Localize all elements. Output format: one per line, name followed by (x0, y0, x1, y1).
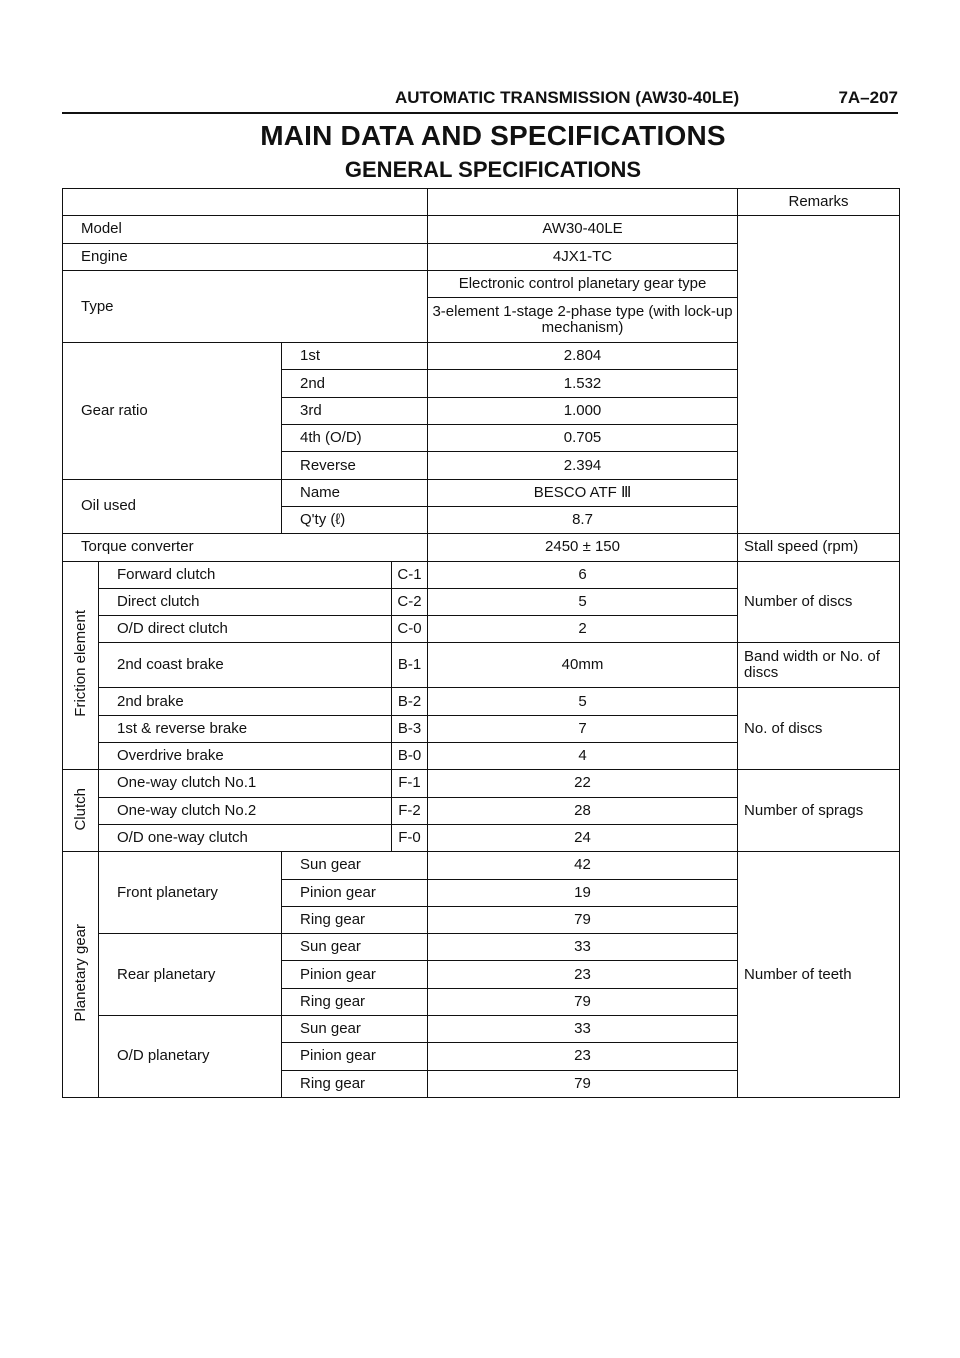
planetary-group: Front planetary (99, 852, 282, 934)
gear-ratio-value: 2.394 (428, 452, 738, 479)
remarks-blank (738, 216, 900, 534)
running-header (62, 88, 898, 114)
element-code: B-1 (392, 643, 428, 688)
element-value: 7 (428, 715, 738, 742)
gear-name: Pinion gear (282, 961, 428, 988)
element-value: 6 (428, 561, 738, 588)
element-value: 40mm (428, 643, 738, 688)
planetary-group: O/D planetary (99, 1016, 282, 1098)
clutch-code: F-1 (392, 770, 428, 797)
gear-name: 2nd (282, 370, 428, 397)
clutch-label (63, 770, 99, 852)
gear-ratio-label: Gear ratio (63, 343, 282, 479)
engine-label: Engine (63, 243, 428, 270)
gear-ratio-value: 1.532 (428, 370, 738, 397)
planetary-gear-label (63, 852, 99, 1098)
table-row (63, 852, 900, 879)
table-row (63, 770, 900, 797)
general-specifications-table (62, 188, 900, 1098)
type-value-1: Electronic control planetary gear type (428, 270, 738, 297)
type-value-2: 3-element 1-stage 2-phase type (with lock-up mechanism) (428, 298, 738, 343)
table-row (63, 561, 900, 588)
clutch-value: 22 (428, 770, 738, 797)
gear-name: Pinion gear (282, 879, 428, 906)
clutch-name: O/D one-way clutch (99, 824, 392, 851)
table-row (63, 688, 900, 715)
teeth-value: 79 (428, 1070, 738, 1097)
friction-remark-discs: Number of discs (738, 561, 900, 643)
page-number: 7A–207 (838, 88, 898, 107)
planetary-gear-text: Planetary gear (71, 923, 89, 1022)
clutch-code: F-2 (392, 797, 428, 824)
page-title: MAIN DATA AND SPECIFICATIONS (260, 120, 726, 151)
gear-name: Sun gear (282, 1016, 428, 1043)
teeth-value: 23 (428, 961, 738, 988)
teeth-value: 79 (428, 988, 738, 1015)
element-code: C-2 (392, 588, 428, 615)
gear-name: Ring gear (282, 1070, 428, 1097)
friction-element-label (63, 561, 99, 770)
friction-element-text: Friction element (71, 610, 89, 717)
teeth-value: 23 (428, 1043, 738, 1070)
planetary-remark: Number of teeth (738, 852, 900, 1098)
clutch-remark: Number of sprags (738, 770, 900, 852)
section-title: GENERAL SPECIFICATIONS (344, 157, 642, 182)
element-name: Direct clutch (99, 588, 392, 615)
oil-qty-label: Q'ty (ℓ) (282, 506, 428, 533)
element-code: B-2 (392, 688, 428, 715)
element-name: 2nd coast brake (99, 643, 392, 688)
gear-name: Ring gear (282, 988, 428, 1015)
friction-remark-band: Band width or No. of discs (738, 643, 900, 688)
torque-converter-label: Torque converter (63, 534, 428, 561)
clutch-value: 24 (428, 824, 738, 851)
element-name: 1st & reverse brake (99, 715, 392, 742)
oil-used-label: Oil used (63, 479, 282, 534)
element-name: Overdrive brake (99, 743, 392, 770)
element-value: 4 (428, 743, 738, 770)
gear-name: 3rd (282, 397, 428, 424)
gear-name: Pinion gear (282, 1043, 428, 1070)
engine-value: 4JX1-TC (428, 243, 738, 270)
clutch-value: 28 (428, 797, 738, 824)
table-header-row (63, 189, 900, 216)
element-name: 2nd brake (99, 688, 392, 715)
gear-ratio-value: 1.000 (428, 397, 738, 424)
teeth-value: 19 (428, 879, 738, 906)
element-name: O/D direct clutch (99, 616, 392, 643)
teeth-value: 33 (428, 1016, 738, 1043)
element-code: C-1 (392, 561, 428, 588)
teeth-value: 79 (428, 906, 738, 933)
element-value: 5 (428, 688, 738, 715)
element-name: Forward clutch (99, 561, 392, 588)
gear-ratio-value: 0.705 (428, 425, 738, 452)
element-code: B-3 (392, 715, 428, 742)
gear-ratio-value: 2.804 (428, 343, 738, 370)
friction-remark-no-discs: No. of discs (738, 688, 900, 770)
teeth-value: 33 (428, 934, 738, 961)
table-row (63, 534, 900, 561)
clutch-name: One-way clutch No.2 (99, 797, 392, 824)
gear-name: Sun gear (282, 934, 428, 961)
oil-qty-value: 8.7 (428, 506, 738, 533)
element-code: B-0 (392, 743, 428, 770)
table-row (63, 643, 900, 688)
torque-converter-value: 2450 ± 150 (428, 534, 738, 561)
clutch-code: F-0 (392, 824, 428, 851)
type-label: Type (63, 270, 428, 342)
torque-converter-remark: Stall speed (rpm) (738, 534, 900, 561)
remarks-header: Remarks (738, 189, 900, 216)
element-value: 5 (428, 588, 738, 615)
model-label: Model (63, 216, 428, 243)
gear-name: Sun gear (282, 852, 428, 879)
clutch-name: One-way clutch No.1 (99, 770, 392, 797)
element-value: 2 (428, 616, 738, 643)
gear-name: Reverse (282, 452, 428, 479)
gear-name: 1st (282, 343, 428, 370)
clutch-text: Clutch (71, 787, 89, 831)
model-value: AW30-40LE (428, 216, 738, 243)
element-code: C-0 (392, 616, 428, 643)
teeth-value: 42 (428, 852, 738, 879)
oil-name-value: BESCO ATF Ⅲ (428, 479, 738, 506)
oil-name-label: Name (282, 479, 428, 506)
planetary-group: Rear planetary (99, 934, 282, 1016)
gear-name: 4th (O/D) (282, 425, 428, 452)
running-title: AUTOMATIC TRANSMISSION (AW30-40LE) (395, 88, 740, 107)
gear-name: Ring gear (282, 906, 428, 933)
table-row (63, 216, 900, 243)
